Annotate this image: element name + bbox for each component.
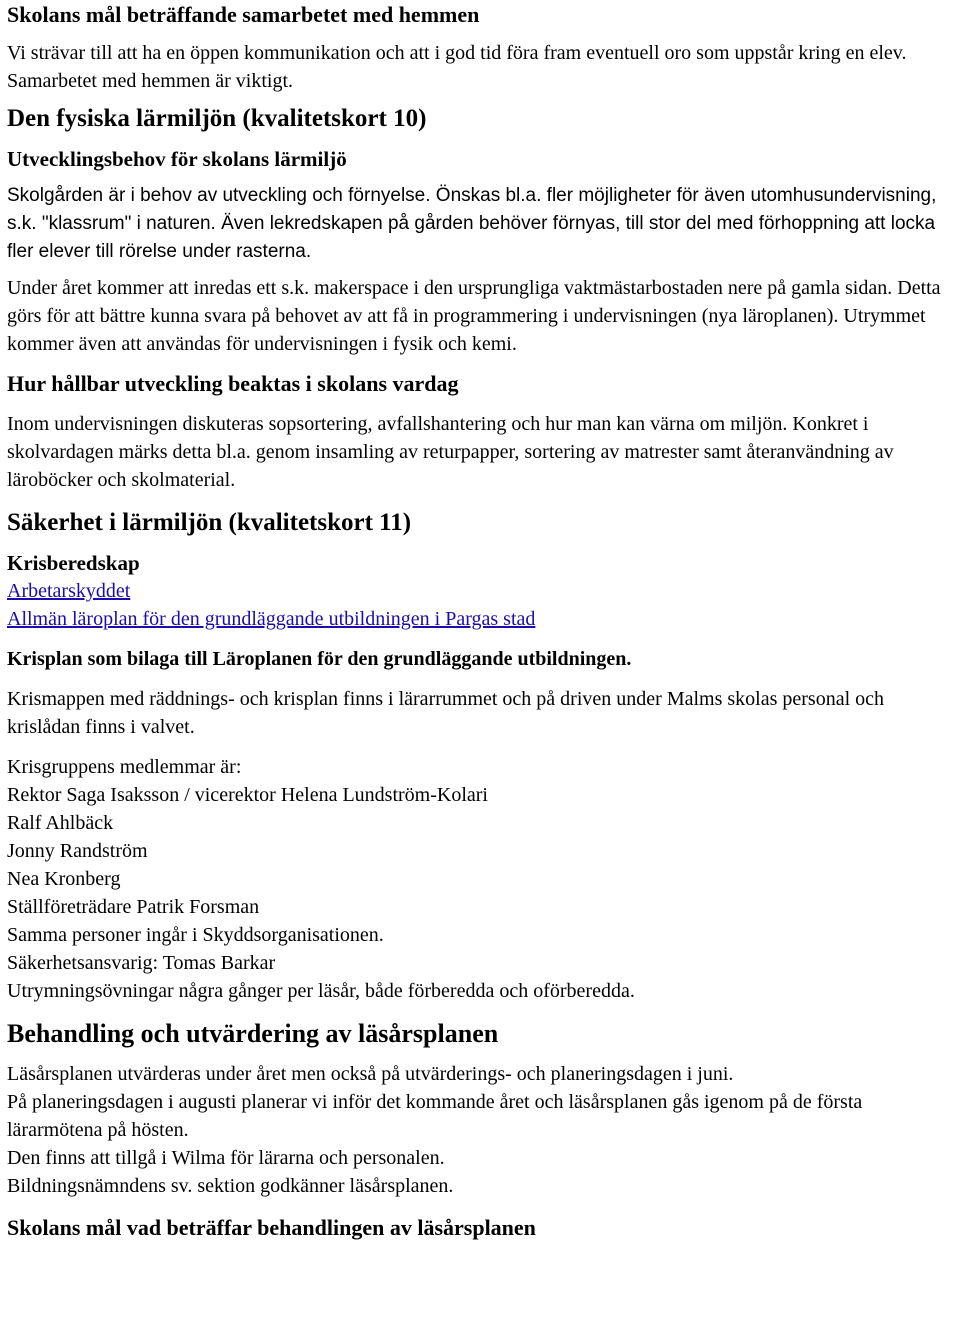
- section-heading-home-cooperation: Skolans mål beträffande samarbetet med hemmen: [7, 2, 480, 27]
- crisis-plan-note: Krisplan som bilaga till Läroplanen för den grundläggande utbildningen.: [7, 648, 632, 670]
- subheading-crisis-preparedness: Krisberedskap: [7, 551, 140, 575]
- list-item: Utrymningsövningar några gånger per läsår, både förberedda och oförberedda.: [7, 980, 635, 1002]
- link-curriculum-pargas[interactable]: Allmän läroplan för den grundläggande utbildningen i Pargas stad: [7, 608, 536, 630]
- paragraph-home-importance: Samarbetet med hemmen är viktigt.: [7, 70, 294, 92]
- paragraph-home-communication: Vi strävar till att ha en öppen kommunikation och att i god tid föra fram eventuell oro som uppstår kring en elev.: [7, 42, 907, 64]
- list-item: Nea Kronberg: [7, 868, 121, 890]
- list-item: Rektor Saga Isaksson / vicerektor Helena Lundström-Kolari: [7, 784, 488, 806]
- list-item: Samma personer ingår i Skyddsorganisationen.: [7, 924, 384, 946]
- list-item: Ställföreträdare Patrik Forsman: [7, 896, 260, 918]
- section-heading-evaluation: Behandling och utvärdering av läsårsplanen: [7, 1019, 499, 1048]
- list-item: Läsårsplanen utvärderas under året men också på utvärderings- och planeringsdagen i juni.: [7, 1063, 734, 1085]
- paragraph-sustainability: Inom undervisningen diskuteras sopsortering, avfallshantering och hur man kan värna om miljön. Konkret i skolvardagen märks detta bl.a. genom insamling av returpapper, sortering av matrester samt återanvändning av läroböcker och skolmaterial.: [7, 413, 894, 491]
- section-heading-sustainable-development: Hur hållbar utveckling beaktas i skolans vardag: [7, 371, 459, 396]
- evaluation-text: [7, 1060, 937, 1200]
- subheading-development-needs: Utvecklingsbehov för skolans lärmiljö: [7, 147, 347, 171]
- list-item: Ralf Ahlbäck: [7, 812, 114, 834]
- list-item: Bildningsnämndens sv. sektion godkänner läsårsplanen.: [7, 1175, 454, 1197]
- paragraph-schoolyard: Skolgården är i behov av utveckling och förnyelse. Önskas bl.a. fler möjligheter för även utomhusundervisning, s.k. "klassrum" i naturen. Även lekredskapen på gården behöver förnyas, till stor del med förhoppning att locka fler elever till rörelse under rasterna.: [7, 185, 937, 262]
- crisis-group-list: [7, 781, 955, 1005]
- list-item: Säkerhetsansvarig: Tomas Barkar: [7, 952, 276, 974]
- list-item: På planeringsdagen i augusti planerar vi inför det kommande året och läsårsplanen gås igenom på de första lärarmötena på hösten.: [7, 1091, 863, 1141]
- paragraph-makerspace: Under året kommer att inredas ett s.k. makerspace i den ursprungliga vaktmästarbostaden nere på gamla sidan. Detta görs för att bättre kunna svara på behovet av att få in programmering i undervisningen (nya läroplanen). Utrymmet kommer även att användas för undervisningen i fysik och kemi.: [7, 277, 941, 355]
- section-heading-plan-goals: Skolans mål vad beträffar behandlingen av läsårsplanen: [7, 1215, 536, 1240]
- list-item: Den finns att tillgå i Wilma för lärarna och personalen.: [7, 1147, 445, 1169]
- link-arbetarskyddet[interactable]: Arbetarskyddet: [7, 580, 131, 602]
- crisis-group-intro: Krisgruppens medlemmar är:: [7, 756, 242, 778]
- section-heading-safety: Säkerhet i lärmiljön (kvalitetskort 11): [7, 509, 412, 536]
- list-item: Jonny Randström: [7, 840, 148, 862]
- section-heading-physical-environment: Den fysiska lärmiljön (kvalitetskort 10): [7, 105, 427, 132]
- paragraph-crisis-folder: Krismappen med räddnings- och krisplan finns i lärarrummet och på driven under Malms skolas personal och krislådan finns i valvet.: [7, 688, 885, 738]
- document-page: [0, 1, 955, 1242]
